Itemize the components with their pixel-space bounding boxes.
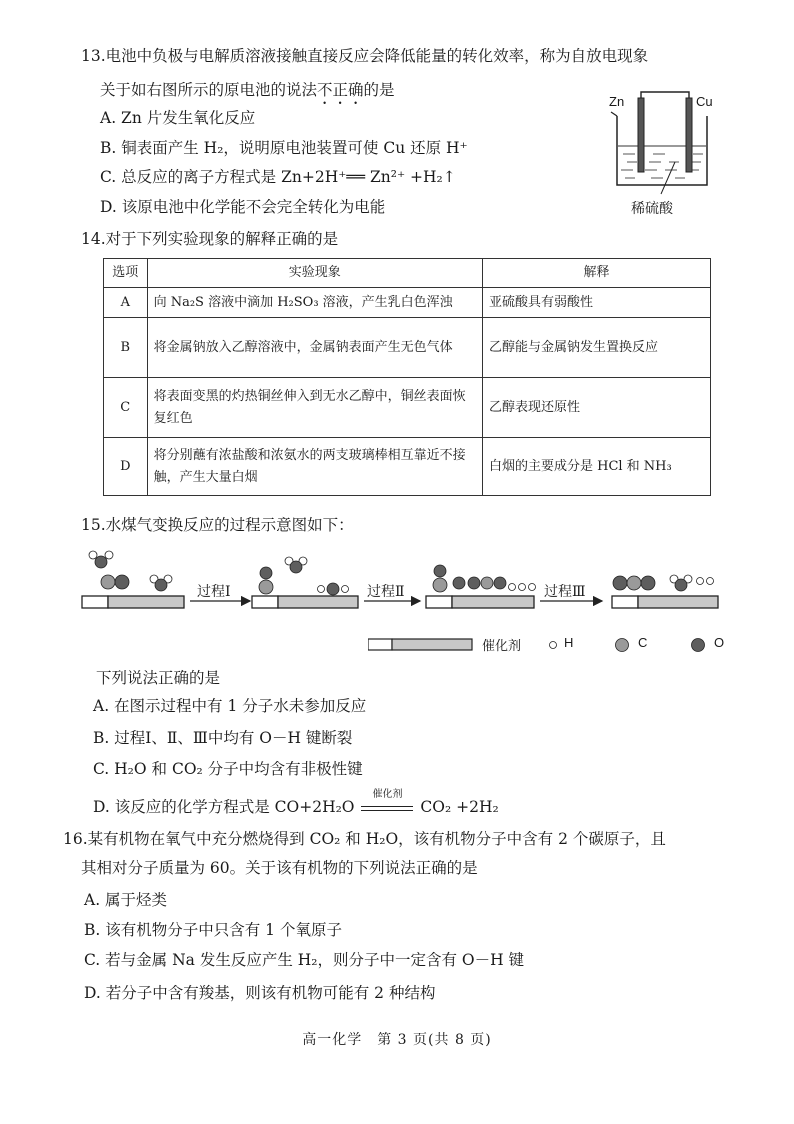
catalyst-stage-2 — [252, 596, 358, 608]
stage-3-molecules — [433, 565, 536, 592]
row-a-explanation: 亚硫酸具有弱酸性 — [482, 288, 710, 318]
cu-electrode — [686, 98, 692, 172]
legend-c-atom — [616, 639, 629, 652]
row-b-option: B — [104, 318, 148, 378]
process-2-label: 过程Ⅱ — [367, 584, 405, 600]
legend-o-label: O — [714, 635, 725, 650]
caption-leader — [661, 162, 675, 194]
catalyst-condition-label: 催化剂 — [372, 789, 403, 800]
legend-h-label: H — [564, 635, 574, 650]
catalyst-condition-arrow — [359, 789, 415, 817]
legend-catalyst-white — [368, 639, 392, 650]
q16-option-a: A. 属于烃类 — [84, 891, 168, 909]
header-explanation: 解释 — [482, 259, 710, 288]
legend-svg — [368, 635, 748, 655]
header-phenomenon: 实验现象 — [147, 259, 482, 288]
table-row — [104, 318, 711, 378]
q16-option-b: B. 该有机物分子中只含有 1 个氧原子 — [84, 921, 342, 939]
zn-electrode — [638, 98, 644, 172]
q16-option-d: D. 若分子中含有羧基，则该有机物可能有 2 种结构 — [84, 984, 436, 1002]
q15-stem: 15.水煤气变换反应的过程示意图如下： — [81, 516, 354, 534]
q15-option-c: C. H₂O 和 CO₂ 分子中均含有非极性键 — [93, 760, 363, 778]
legend-catalyst-gray — [392, 639, 472, 650]
row-c-option: C — [104, 378, 148, 438]
q14-table — [103, 258, 711, 496]
stage-4-molecules — [613, 575, 714, 591]
q16-option-c: C. 若与金属 Na 发生反应产生 H₂，则分子中一定含有 O－H 键 — [84, 951, 525, 969]
q13-stem-emphasis: 不正确 — [317, 81, 364, 99]
q13-stem-line1: 13.电池中负极与电解质溶液接触直接反应会降低能量的转化效率，称为自放电现象 — [81, 47, 649, 65]
q14-stem: 14.对于下列实验现象的解释正确的是 — [81, 230, 339, 248]
equals-line-bottom — [361, 810, 413, 811]
table-row — [104, 378, 711, 438]
table-row — [104, 438, 711, 496]
table-row — [104, 288, 711, 318]
row-c-phenomenon: 将表面变黑的灼热铜丝伸入到无水乙醇中，铜丝表面恢复红色 — [147, 378, 482, 438]
q15-option-d-post: CO₂ +2H₂ — [420, 798, 499, 816]
catalyst-stage-4 — [612, 596, 718, 608]
water-gas-shift-diagram — [80, 543, 740, 623]
q13-stem-post: 的是 — [363, 81, 395, 99]
legend-c-label: C — [638, 635, 648, 650]
row-a-option: A — [104, 288, 148, 318]
row-b-phenomenon: 将金属钠放入乙醇溶液中，金属钠表面产生无色气体 — [147, 318, 482, 378]
beaker — [617, 116, 707, 185]
row-c-explanation: 乙醇表现还原性 — [482, 378, 710, 438]
header-option: 选项 — [104, 259, 148, 288]
legend-catalyst-label: 催化剂 — [482, 639, 522, 654]
stage-2-molecules — [259, 557, 349, 595]
q16-stem-line2: 其相对分子质量为 60。关于该有机物的下列说法正确的是 — [81, 859, 478, 877]
q15-option-d — [93, 789, 499, 817]
legend-h-atom — [550, 642, 557, 649]
catalyst-stage-3 — [426, 596, 534, 608]
row-d-phenomenon: 将分别蘸有浓盐酸和浓氨水的两支玻璃棒相互靠近不接触，产生大量白烟 — [147, 438, 482, 496]
q13-stem-pre: 关于如右图所示的原电池的说法 — [100, 81, 318, 99]
process-1-label: 过程Ⅰ — [197, 584, 231, 600]
diagram-legend — [368, 635, 748, 655]
equals-line-top — [361, 806, 413, 807]
q15-option-b: B. 过程Ⅰ、Ⅱ、Ⅲ中均有 O－H 键断裂 — [93, 729, 353, 747]
process-diagram-svg — [80, 543, 740, 623]
q15-option-a: A. 在图示过程中有 1 分子水未参加反应 — [93, 697, 367, 715]
stage-1-molecules — [89, 551, 172, 591]
galvanic-cell-figure — [605, 90, 720, 220]
row-d-option: D — [104, 438, 148, 496]
row-b-explanation: 乙醇能与金属钠发生置换反应 — [482, 318, 710, 378]
q16-stem-line1: 16.某有机物在氧气中充分燃烧得到 CO₂ 和 H₂O，该有机物分子中含有 2 个碳原子，且 — [63, 830, 666, 848]
q13-option-a: A. Zn 片发生氧化反应 — [100, 109, 256, 127]
q13-option-b: B. 铜表面产生 H₂，说明原电池装置可使 Cu 还原 H⁺ — [100, 139, 468, 157]
q15-option-d-pre: D. 该反应的化学方程式是 CO+2H₂O — [93, 798, 355, 816]
wire — [641, 92, 689, 108]
q13-stem-line2 — [100, 80, 395, 108]
row-d-explanation: 白烟的主要成分是 HCl 和 NH₃ — [482, 438, 710, 496]
cu-label: Cu — [696, 94, 713, 109]
process-3-label: 过程Ⅲ — [544, 584, 586, 600]
q13-option-c: C. 总反应的离子方程式是 Zn+2H⁺══ Zn²⁺ +H₂↑ — [100, 168, 456, 186]
dilute-sulfuric-acid-label: 稀硫酸 — [631, 201, 673, 217]
page-footer: 高一化学 第 3 页(共 8 页) — [302, 1032, 492, 1048]
legend-o-atom — [692, 639, 705, 652]
q15-lead: 下列说法正确的是 — [96, 669, 221, 687]
zn-label: Zn — [609, 94, 625, 109]
beaker-lip — [611, 112, 617, 116]
q13-option-d: D. 该原电池中化学能不会完全转化为电能 — [100, 198, 386, 216]
q14-table-header — [104, 259, 711, 288]
row-a-phenomenon: 向 Na₂S 溶液中滴加 H₂SO₃ 溶液，产生乳白色浑浊 — [147, 288, 482, 318]
catalyst-stage-1 — [82, 596, 184, 608]
